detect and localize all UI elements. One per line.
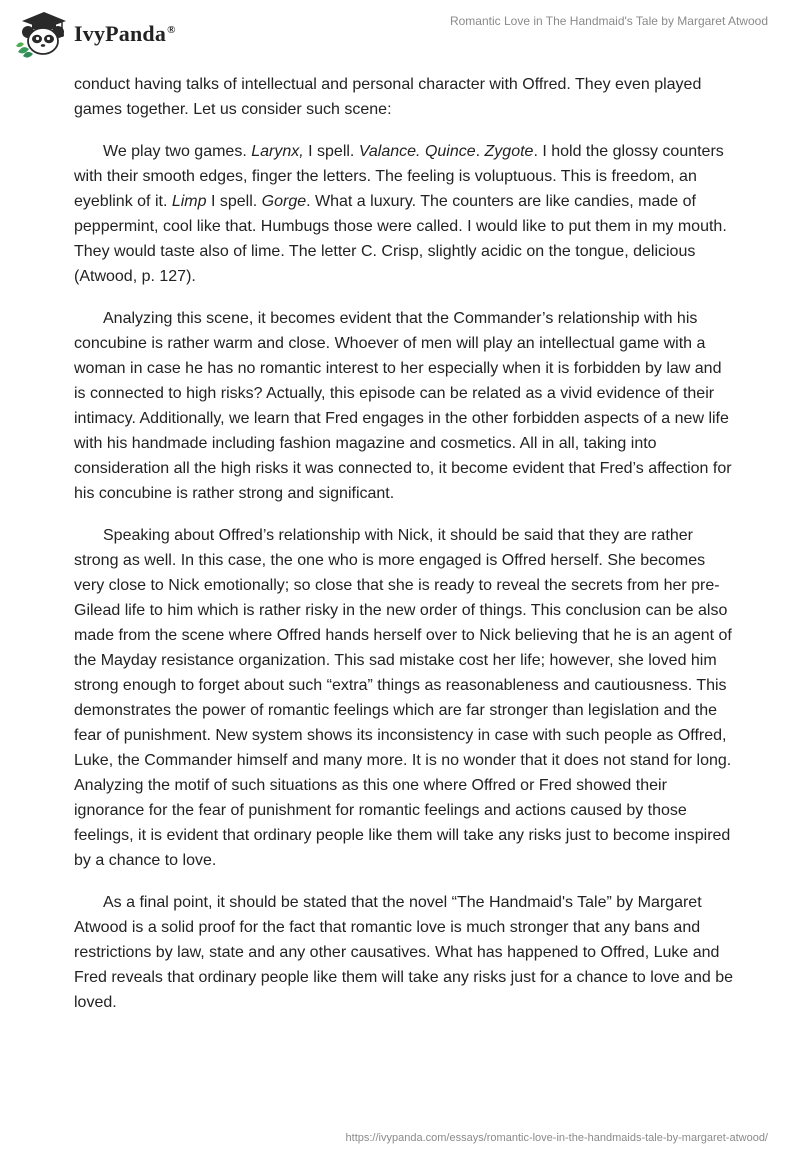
paragraph-1: conduct having talks of intellectual and personal character with Offred. They even played games together. Let us consider such scene: (74, 76, 702, 118)
document-title: Romantic Love in The Handmaid's Tale by Margaret Atwood (449, 14, 768, 28)
paragraph-4: Speaking about Offred’s relationship with Nick, it should be said that they are rather strong as well. In this case, the one who is more engaged is Offred herself. She becomes very close to Nick emotionally; so close that she is ready to reveal the secrets from her pre-Gilead life to him which is rather risky in the new order of things. This conclusion can be also made from the scene where Offred hands herself over to Nick believing that he is an agent of the Mayday resistance organization. This sad mistake cost her life; however, she loved him strong enough to forget about such “extra” things as reasonableness and cautiousness. This demonstrates the power of romantic feelings which are far stronger than legislation and the fear of punishment. New system shows its inconsistency in case with such people as Offred, Luke, the Commander himself and many more. It is no wonder that it does not stand for long. Analyzing the motif of such situations as this one where Offred or Fred showed their ignorance for the fear of punishment for romantic feelings and actions caused by those feelings, it is evident that ordinary people like them will take any risks just to become inspired by a chance to love. (74, 527, 732, 869)
page-header (0, 0, 800, 70)
paragraph-3: Analyzing this scene, it becomes evident that the Commander’s relationship with his concubine is rather warm and close. Whoever of men will play an intellectual game with a woman in case he has no romantic interest to her especially when it is forbidden by law and is connected to high risks? Actually, this episode can be related as a vivid evidence of their intimacy. Additionally, we learn that Fred engages in the other forbidden aspects of a new life with his handmade including fashion magazine and cosmetics. All in all, taking into consideration all the high risks it was connected to, it become evident that Fred’s affection for his concubine is rather strong and significant. (74, 310, 732, 502)
logo-text: IvyPanda® (74, 21, 176, 46)
block-quote: We play two games. Larynx, I spell. Valance. Quince. Zygote. I hold the glossy counters with their smooth edges, finger the letters. The feeling is voluptuous. This is freedom, an eyeblink of it. Limp I spell. Gorge. What a luxury. The counters are like candies, made of peppermint, cool like that. Humbugs those were called. I would like to put them in my mouth. They would taste also of lime. The letter C. Crisp, slightly acidic on the tongue, delicious (Atwood, p. 127). (74, 143, 727, 285)
paragraph-5: As a final point, it should be stated that the novel “The Handmaid's Tale” by Margaret Atwood is a solid proof for the fact that romantic love is much stronger that any bans and restrictions by law, state and any other causatives. What has happened to Offred, Luke and Fred reveals that ordinary people like them will take any risks just for a chance to love and be loved. (74, 894, 733, 1011)
panda-logo-icon (14, 8, 70, 60)
essay-content (74, 72, 734, 1032)
ivypanda-logo[interactable] (14, 8, 176, 60)
source-url-link[interactable]: https://ivypanda.com/essays/romantic-love-in-the-handmaids-tale-by-margaret-atwood/ (345, 1132, 768, 1144)
